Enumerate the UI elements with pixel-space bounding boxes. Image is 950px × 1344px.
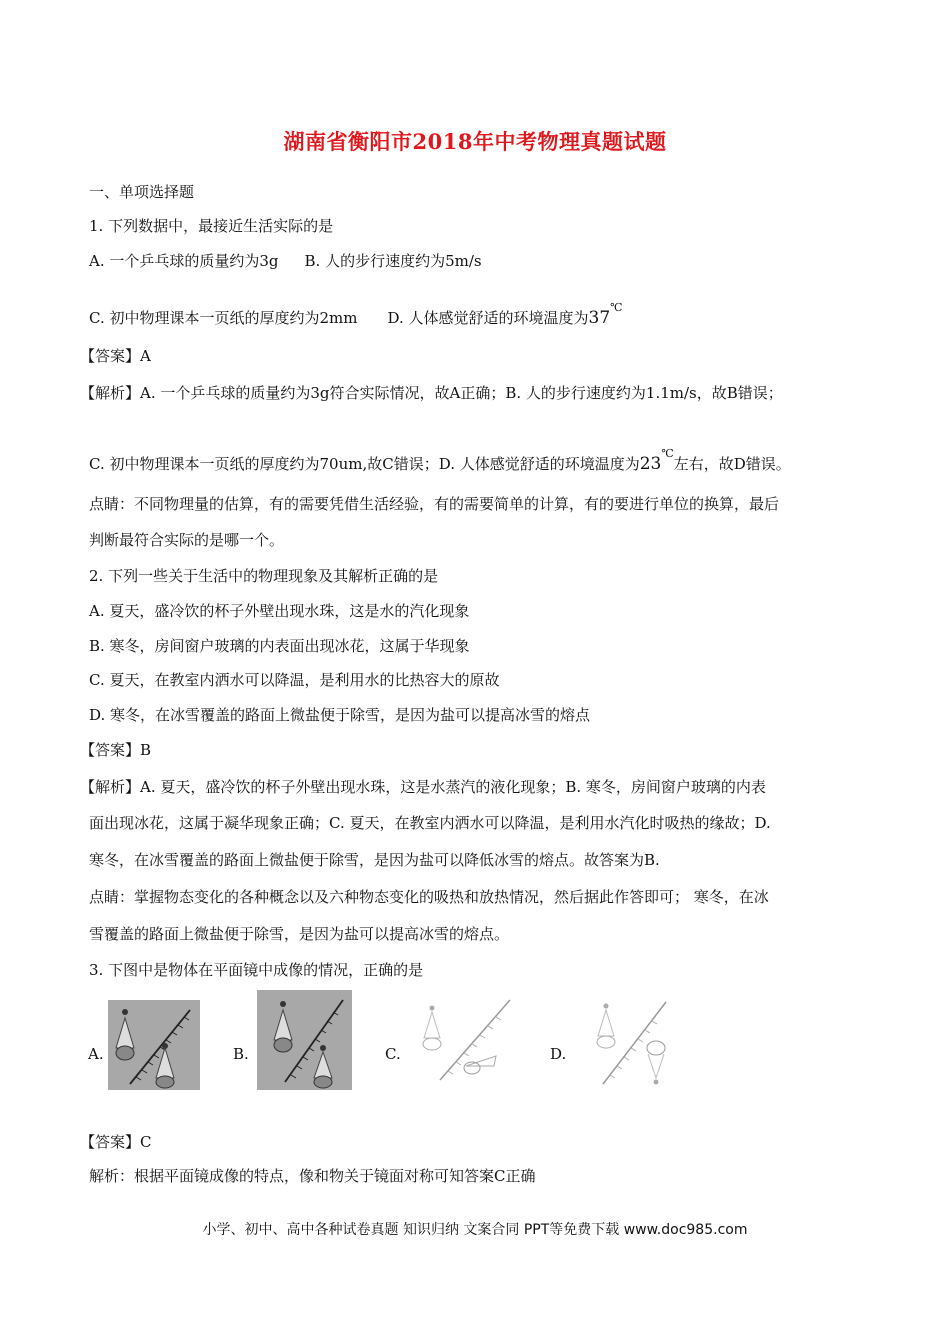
q2-option-d: D. 寒冬，在冰雪覆盖的路面上微盐便于除雪，是因为盐可以提高冰雪的熔点	[89, 706, 591, 724]
q1-stem: 1. 下列数据中，最接近生活实际的是	[89, 217, 334, 235]
q1-analysis-line2b: 左右，故D错误。	[673, 455, 791, 473]
q3-label-b: B.	[233, 1045, 249, 1063]
q1-analysis-unit: ℃	[661, 447, 674, 460]
q1-analysis-line2	[89, 444, 791, 474]
q1-option-d-temp: 37	[588, 308, 611, 328]
q3-stem: 3. 下图中是物体在平面镜中成像的情况，正确的是	[89, 961, 424, 979]
section-heading: 一、单项选择题	[89, 183, 195, 201]
mirror-figure-b	[257, 990, 352, 1090]
q2-stem: 2. 下列一些关于生活中的物理现象及其解析正确的是	[89, 567, 439, 585]
q3-answer: 【答案】C	[80, 1133, 152, 1151]
q2-note-line2: 雪覆盖的路面上微盐便于除雪，是因为盐可以提高冰雪的熔点。	[89, 925, 510, 943]
q3-analysis: 解析：根据平面镜成像的特点，像和物关于镜面对称可知答案C正确	[89, 1167, 536, 1185]
q1-option-c: C. 初中物理课本一页纸的厚度约为2mm	[89, 309, 358, 327]
q1-option-b: B. 人的步行速度约为5m/s	[304, 252, 482, 270]
q2-analysis-line3: 寒冬，在冰雪覆盖的路面上微盐便于除雪，是因为盐可以降低冰雪的熔点。故答案为B.	[89, 851, 660, 869]
q1-note-line1: 点睛：不同物理量的估算，有的需要凭借生活经验，有的需要简单的计算，有的要进行单位的换算，最后	[89, 495, 780, 513]
q1-answer: 【答案】A	[80, 347, 151, 365]
page-footer: 小学、初中、高中各种试卷真题 知识归纳 文案合同 PPT等免费下载 www.doc985.com	[202, 1222, 748, 1238]
q3-label-a: A.	[88, 1045, 104, 1063]
q1-option-d: D. 人体感觉舒适的环境温度为	[387, 309, 589, 327]
q2-answer: 【答案】B	[80, 741, 152, 759]
q1-analysis-line2a: C. 初中物理课本一页纸的厚度约为70um,故C错误；D. 人体感觉舒适的环境温度为	[89, 455, 640, 473]
mirror-figure-c	[410, 996, 520, 1084]
q3-label-d: D.	[550, 1045, 567, 1063]
mirror-figure-d	[578, 996, 673, 1088]
q2-option-c: C. 夏天，在教室内洒水可以降温，是利用水的比热容大的原故	[89, 671, 500, 689]
q1-note-line2: 判断最符合实际的是哪一个。	[89, 531, 285, 549]
q1-analysis-line1: 【解析】A. 一个乒乓球的质量约为3g符合实际情况，故A正确；B. 人的步行速度约为1.1m/s，故B错误；	[80, 384, 783, 402]
q2-note-line1: 点睛：掌握物态变化的各种概念以及六种物态变化的吸热和放热情况，然后据此作答即可； 寒冬，在冰	[89, 888, 769, 906]
q1-options-ab	[89, 251, 482, 271]
q2-analysis-line2: 面出现冰花，这属于凝华现象正确；C. 夏天，在教室内洒水可以降温，是利用水汽化时吸热的缘故；D.	[89, 814, 771, 832]
mirror-figure-a	[108, 1000, 200, 1090]
q2-option-a: A. 夏天，盛冷饮的杯子外壁出现水珠，这是水的汽化现象	[89, 602, 470, 620]
page-title: 湖南省衡阳市2018年中考物理真题试题	[283, 129, 667, 154]
q1-options-cd	[89, 298, 622, 328]
q1-option-a: A. 一个乒乓球的质量约为3g	[89, 252, 279, 270]
q1-option-d-unit: ℃	[610, 301, 623, 314]
q2-option-b: B. 寒冬，房间窗户玻璃的内表面出现冰花，这属于华现象	[89, 637, 470, 655]
q1-analysis-temp: 23	[639, 454, 662, 474]
q3-label-c: C.	[385, 1045, 401, 1063]
q2-analysis-line1: 【解析】A. 夏天，盛冷饮的杯子外壁出现水珠，这是水蒸汽的液化现象；B. 寒冬，房间窗户玻璃的内表	[80, 778, 766, 796]
